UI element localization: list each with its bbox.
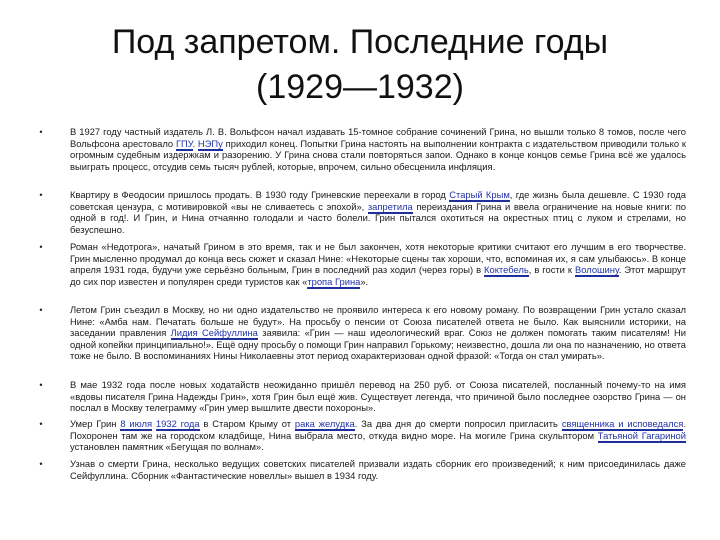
text-run: В 1927 году частный издатель Л. В. Вольфсон начал издавать 15-томное собрание сочинений Грина, но вышли только 8 томов, после чего Вольфсона арестовало xyxy=(70,126,686,149)
link-tropa-grina[interactable]: тропа Грина xyxy=(307,275,361,287)
bullet-icon: • xyxy=(39,127,43,137)
text-run: заявила: «Грин — наш идеологический враг. Союз не должен помогать таким писателям! Ни одной копейки принципиально!». Ещё одну просьбу о помощи Грин направил Горькому; неизвестно, дошла ли она по назначению, но ответа тоже не было. В воспоминаниях Нины Николаевны этот период охарактеризован одной фразой: «Тогда он стал умирать». xyxy=(70,327,686,362)
bullet-icon: • xyxy=(39,459,43,469)
paragraph-text xyxy=(70,241,686,287)
paragraph-text: В мае 1932 года после новых ходатайств неожиданно пришёл перевод на 250 руб. от Союза писателей, посланный почему-то на имя «вдовы писателя Грина Надежды Грин», хотя Грин был ещё жив. Существует легенда, что причиной было последнее озорство Грина — он послал в Москву телеграмму «Грин умер вышлите двести похороны». xyxy=(70,379,686,414)
link-koktebel[interactable]: Коктебель xyxy=(484,264,529,276)
bullet-icon: • xyxy=(39,305,43,315)
list-item xyxy=(36,304,686,377)
link-priest-confession[interactable]: священника и исповедался xyxy=(561,418,684,429)
list-item xyxy=(36,458,686,484)
text-run: , где жизнь была дешевле. С 1930 года советская цензура, с мотивировкой «вы не сливаетесь с эпохой», xyxy=(70,189,686,212)
text-run: переиздания Грина и ввела ограничение на новые книги: по одной в год!. И Грин, и Нина отчаянно голодали и часто болели. Грин пытался охотиться на окрестных птиц с луком и стрелами, но безуспешно. xyxy=(70,200,687,235)
link-voloshin[interactable]: Волошину xyxy=(574,264,619,276)
bullet-icon: • xyxy=(39,419,43,429)
text-run: . xyxy=(192,137,198,149)
text-run: Роман «Недотрога», начатый Грином в это время, так и не был закончен, хотя некоторые критики считают его лучшим в его творчестве. Грин мысленно продумал до конца весь сюжет и сказал Нине: «Некоторые сцены так хороши, что, вспоминая их, я сам улыбаюсь». В конце апреля 1931 года, будучи уже серьёзно больным, Грин в последний раз ходил (через горы) в xyxy=(70,241,686,276)
title-line-1: Под запретом. Последние годы xyxy=(111,23,609,61)
paragraph-text xyxy=(70,189,686,235)
list-item xyxy=(36,189,686,239)
text-run: Квартиру в Феодосии пришлось продать. В 1930 году Гриневские переехали в город xyxy=(70,189,450,200)
text-run: установлен памятник «Бегущая по волнам». xyxy=(70,441,264,453)
bullet-list xyxy=(36,126,686,486)
link-8-july[interactable]: 8 июля xyxy=(120,418,153,429)
text-run: Летом Грин съездил в Москву, но ни одно издательство не проявило интереса к его новому роману. По возвращении Грин устало сказал Нине: «Амба нам. Печатать больше не будут». На просьбу о пенсии от Союза писателей ответа не было. Как выяснили историки, на заседании правления xyxy=(70,304,686,339)
text-run: в Старом Крыму от xyxy=(199,418,295,429)
bullet-icon: • xyxy=(39,380,43,390)
link-stomach-cancer[interactable]: рака желудка xyxy=(294,418,355,429)
paragraph-text xyxy=(70,304,686,362)
text-run: ». xyxy=(360,275,369,287)
list-item xyxy=(36,241,686,302)
link-gagarina[interactable]: Татьяной Гагариной xyxy=(597,429,686,441)
text-run: приходил конец. Попытки Грина настоять на выполнении контракта с издательством приводили только к огромным судебным издержкам и разорению. У Грина снова стали повторяться запои. Однако в конце концов семье Грина всё же удалось выиграть процесс, отсудив семь тысяч рублей, которые, впрочем, сильно обесценила инфляция. xyxy=(70,137,686,172)
text-run: . За два дня до смерти попросил пригласить xyxy=(354,418,562,429)
link-zapretila[interactable]: запретила xyxy=(367,200,413,212)
link-seifullina[interactable]: Лидия Сейфуллина xyxy=(170,327,258,339)
paragraph-text: Узнав о смерти Грина, несколько ведущих советских писателей призвали издать сборник его произведений; к ним присоединилась даже Сейфуллина. Сборник «Фантастические новеллы» вышел в 1934 году. xyxy=(70,458,686,481)
paragraph-text xyxy=(70,126,686,172)
paragraph-text xyxy=(70,418,686,453)
list-item xyxy=(36,418,686,456)
slide-title xyxy=(60,20,660,110)
bullet-icon: • xyxy=(39,190,43,200)
bullet-icon: • xyxy=(39,242,43,252)
text-run: , в гости к xyxy=(528,264,575,276)
text-run: . Похоронен там же на городском кладбище, Нина выбрала место, откуда видно море. На могиле Грина скульптором xyxy=(70,418,686,441)
link-1932[interactable]: 1932 года xyxy=(155,418,200,429)
list-item xyxy=(36,379,686,416)
list-item xyxy=(36,126,686,187)
text-run: Умер Грин xyxy=(70,418,121,429)
title-line-2: (1929—1932) xyxy=(256,68,464,106)
link-gpu[interactable]: ГПУ xyxy=(175,137,193,149)
text-run: . Этот маршрут до сих пор известен и популярен среди туристов как « xyxy=(70,264,686,287)
link-nep[interactable]: НЭПу xyxy=(197,137,223,149)
link-stary-krym[interactable]: Старый Крым xyxy=(449,189,510,200)
